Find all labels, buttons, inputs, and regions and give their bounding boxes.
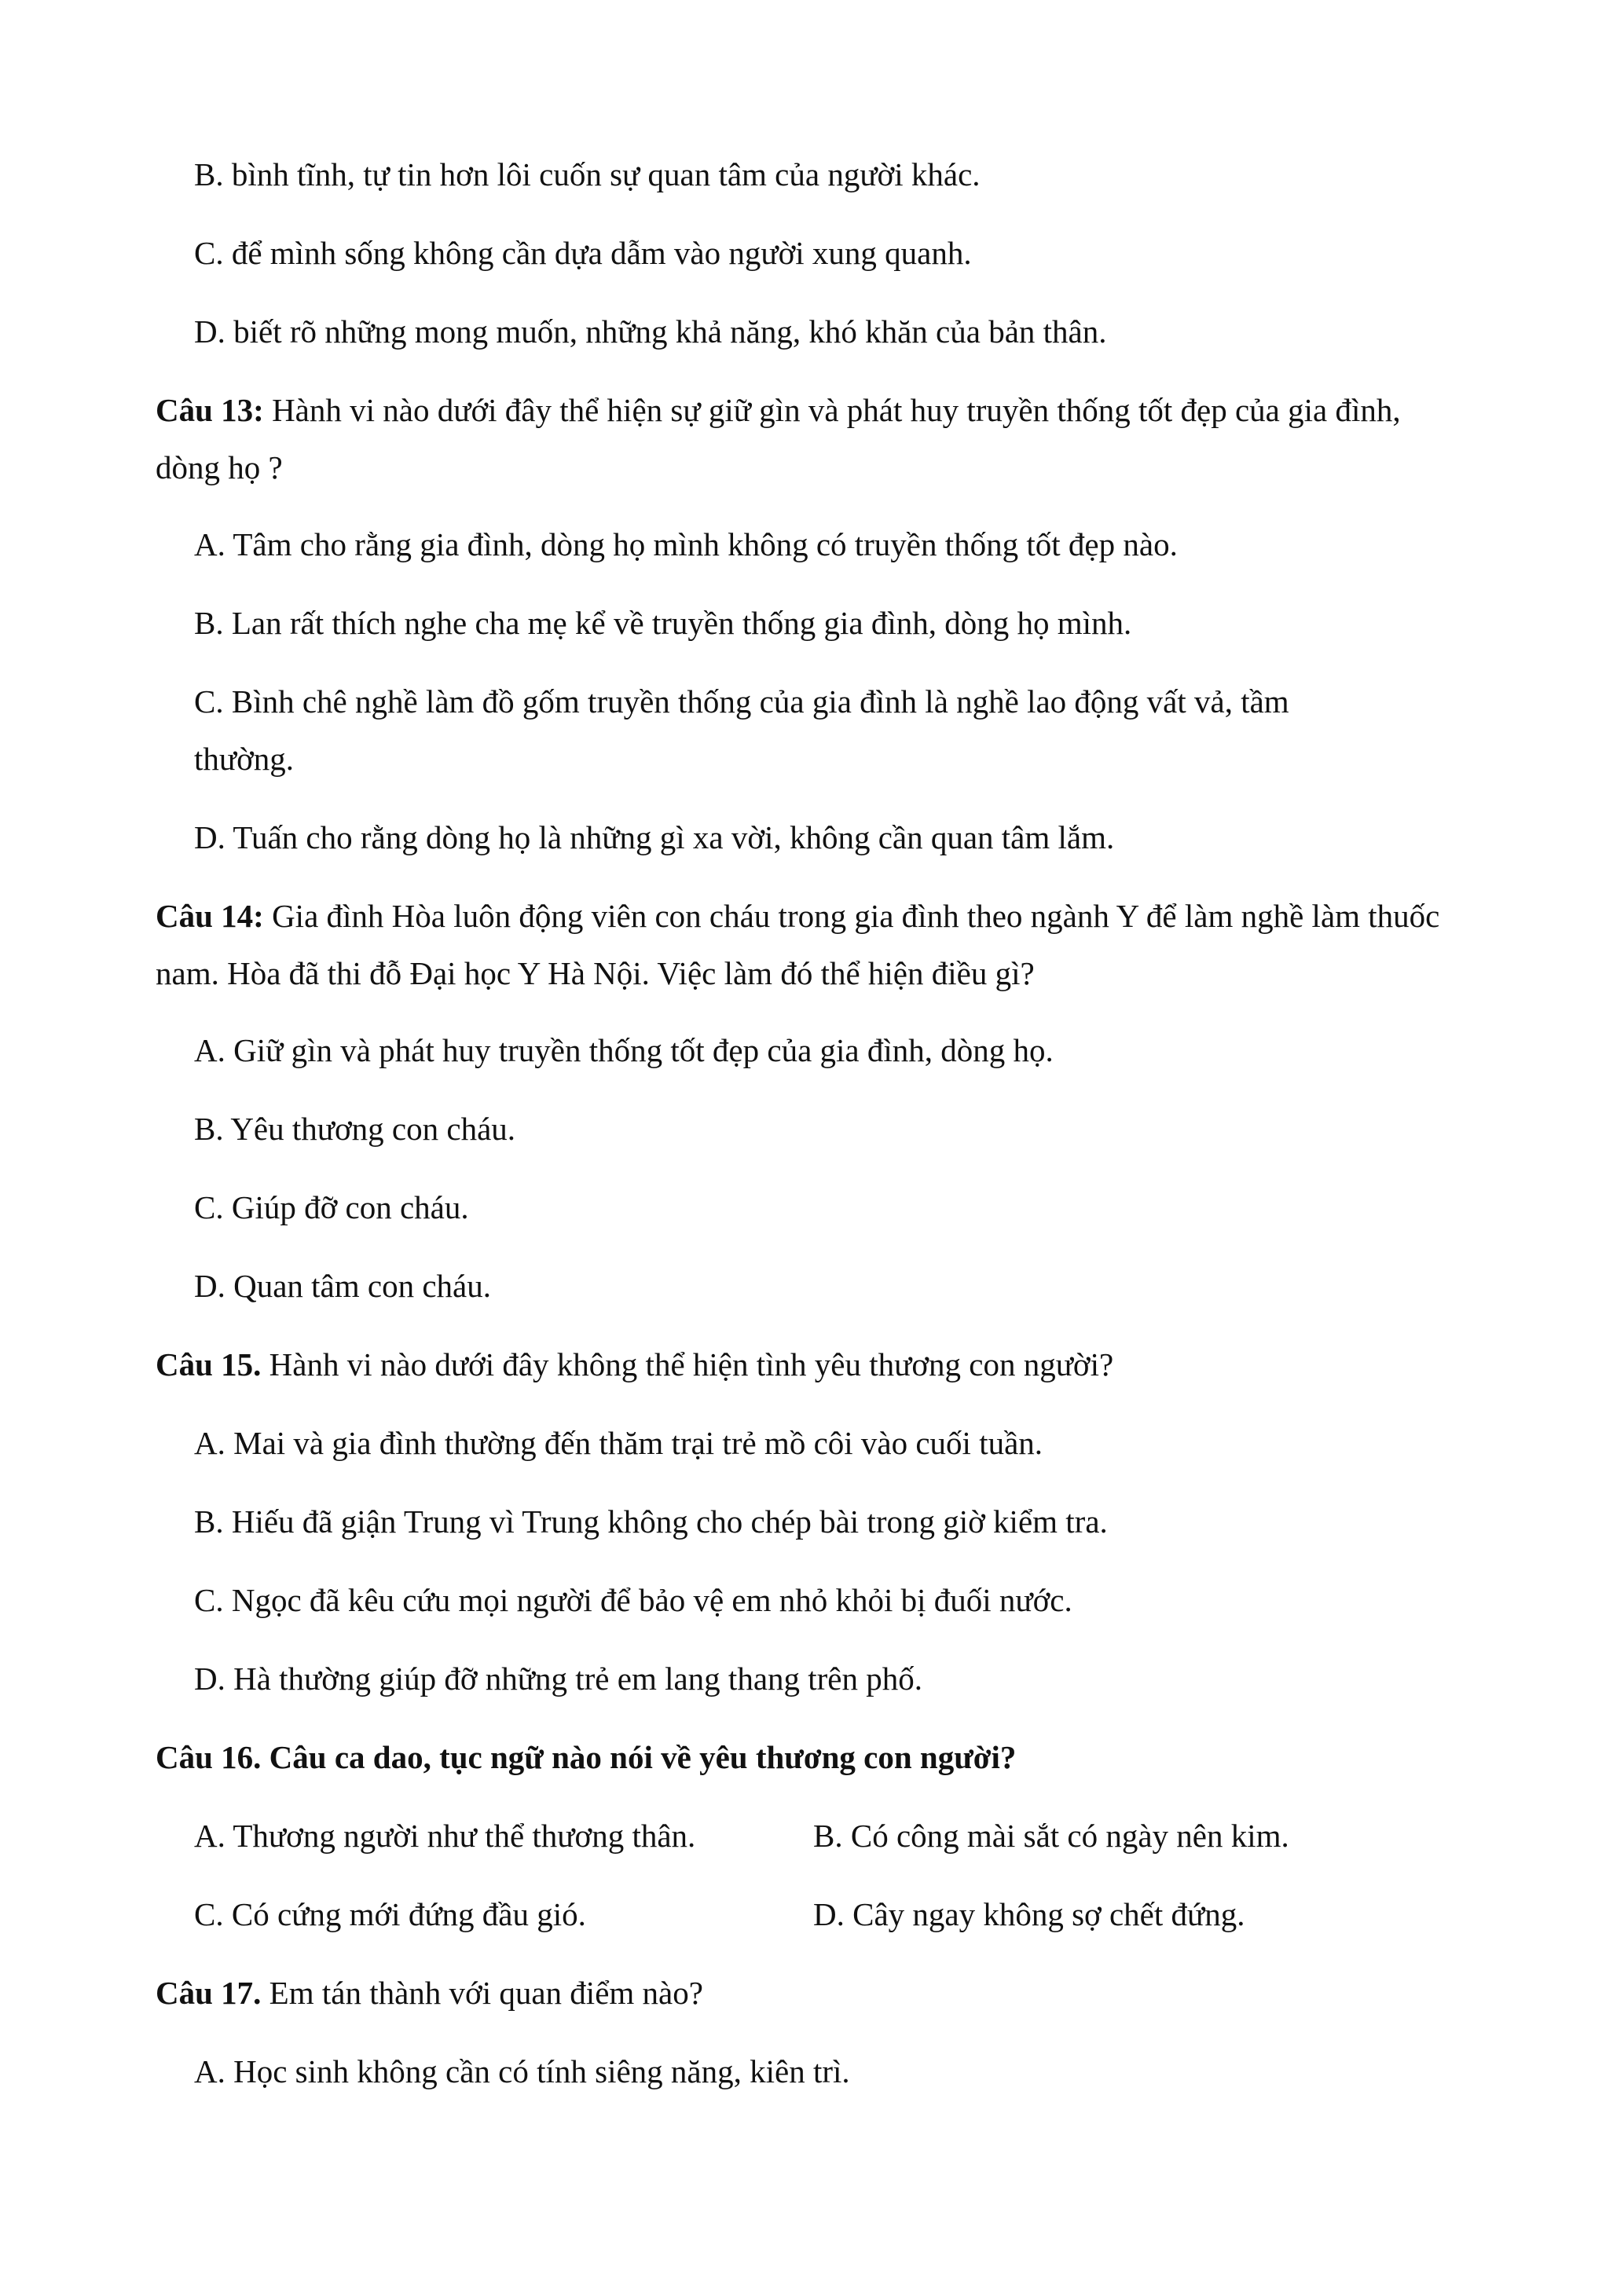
q15-label: Câu 15.	[156, 1346, 262, 1382]
q13-question	[156, 390, 1401, 430]
q16-option-a: A. Thương người như thể thương thân.	[194, 1818, 696, 1854]
q14-option-b: B. Yêu thương con cháu.	[194, 1111, 516, 1147]
q15-text: Hành vi nào dưới đây không thể hiện tình yêu thương con người?	[261, 1346, 1114, 1382]
q16-option-d: D. Cây ngay không sợ chết đứng.	[813, 1896, 1245, 1932]
q16-option-c: C. Có cứng mới đứng đầu gió.	[194, 1896, 586, 1932]
q16-question: Câu 16. Câu ca dao, tục ngữ nào nói về yêu thương con người?	[156, 1739, 1017, 1775]
q14-text-line2: nam. Hòa đã thi đỗ Đại học Y Hà Nội. Việc làm đó thể hiện điều gì?	[156, 955, 1035, 991]
q17-question	[156, 1973, 703, 2012]
q13-option-c-line2: thường.	[194, 741, 295, 777]
q14-label: Câu 14:	[156, 898, 264, 934]
q14-option-c: C. Giúp đỡ con cháu.	[194, 1189, 469, 1225]
q15-option-a: A. Mai và gia đình thường đến thăm trại trẻ mồ côi vào cuối tuần.	[194, 1425, 1043, 1461]
q12-option-c: C. để mình sống không cần dựa dẫm vào người xung quanh.	[194, 235, 972, 271]
q14-option-a: A. Giữ gìn và phát huy truyền thống tốt đẹp của gia đình, dòng họ.	[194, 1032, 1054, 1068]
q14-question	[156, 896, 1439, 936]
q16-option-b: B. Có công mài sắt có ngày nên kim.	[813, 1818, 1289, 1854]
q17-text: Em tán thành với quan điểm nào?	[261, 1975, 703, 2011]
q13-label: Câu 13:	[156, 392, 264, 428]
q14-option-d: D. Quan tâm con cháu.	[194, 1268, 491, 1304]
q15-question	[156, 1345, 1113, 1384]
q15-option-d: D. Hà thường giúp đỡ những trẻ em lang thang trên phố.	[194, 1661, 923, 1697]
q13-option-a: A. Tâm cho rằng gia đình, dòng họ mình không có truyền thống tốt đẹp nào.	[194, 526, 1178, 562]
q13-option-d: D. Tuấn cho rằng dòng họ là những gì xa vời, không cần quan tâm lắm.	[194, 819, 1115, 855]
q14-text-line1: Gia đình Hòa luôn động viên con cháu trong gia đình theo ngành Y để làm nghề làm thuốc	[263, 898, 1440, 934]
q15-option-b: B. Hiếu đã giận Trung vì Trung không cho chép bài trong giờ kiểm tra.	[194, 1503, 1108, 1540]
q17-label: Câu 17.	[156, 1975, 262, 2011]
q13-option-b: B. Lan rất thích nghe cha mẹ kể về truyền thống gia đình, dòng họ mình.	[194, 605, 1132, 641]
q15-option-c: C. Ngọc đã kêu cứu mọi người để bảo vệ em nhỏ khỏi bị đuối nước.	[194, 1582, 1072, 1618]
q12-option-b: B. bình tĩnh, tự tin hơn lôi cuốn sự quan tâm của người khác.	[194, 156, 981, 192]
q12-option-d: D. biết rõ những mong muốn, những khả năng, khó khăn của bản thân.	[194, 313, 1107, 350]
q13-text-line2: dòng họ ?	[156, 449, 283, 485]
q13-option-c-line1: C. Bình chê nghề làm đồ gốm truyền thống của gia đình là nghề lao động vất vả, tầm	[194, 683, 1289, 720]
q17-option-a: A. Học sinh không cần có tính siêng năng, kiên trì.	[194, 2053, 850, 2089]
q13-text-line1: Hành vi nào dưới đây thể hiện sự giữ gìn và phát huy truyền thống tốt đẹp của gia đình,	[263, 392, 1401, 428]
